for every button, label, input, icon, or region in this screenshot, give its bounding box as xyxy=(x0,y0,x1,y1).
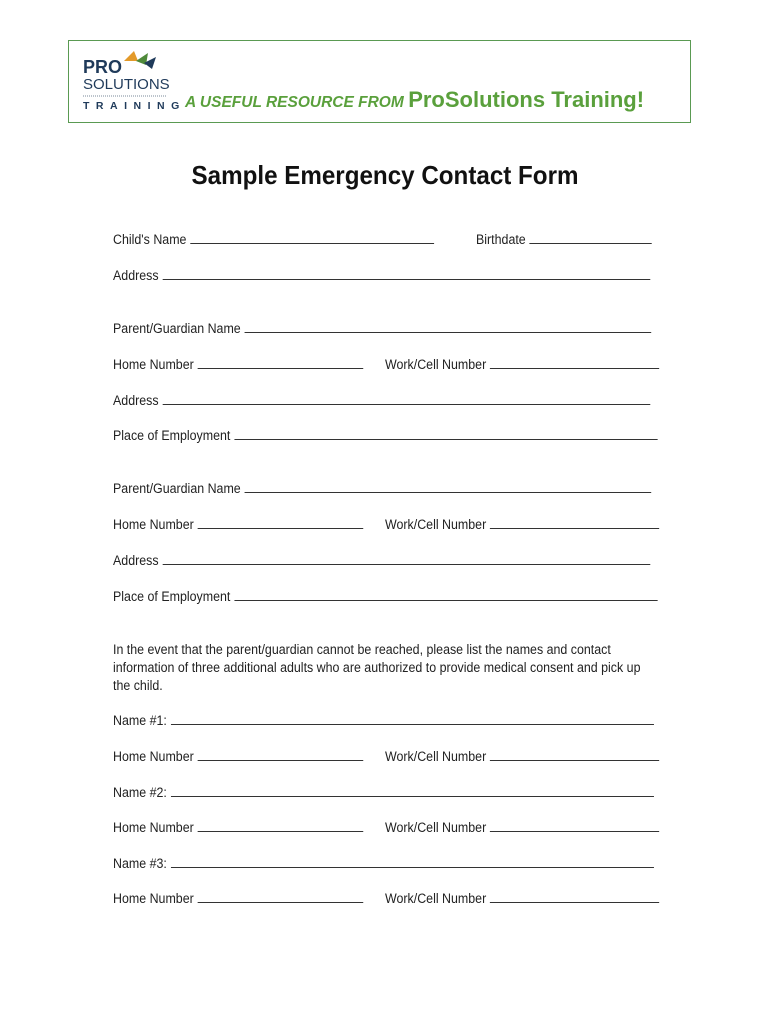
birthdate-line[interactable] xyxy=(529,231,651,244)
tagline xyxy=(185,87,644,113)
guardian1-address-field[interactable] xyxy=(113,392,650,408)
guardian1-name-label: Parent/Guardian Name xyxy=(113,321,241,336)
bird-logo-icon xyxy=(120,47,160,77)
guardian2-name-label: Parent/Guardian Name xyxy=(113,481,241,496)
contact2-work-line[interactable] xyxy=(490,819,659,832)
contact2-name-line[interactable] xyxy=(171,784,654,797)
guardian2-work-line[interactable] xyxy=(490,516,659,529)
guardian2-work-field[interactable] xyxy=(385,516,659,532)
guardian1-employment-line[interactable] xyxy=(234,427,657,440)
logo-divider xyxy=(83,94,167,98)
guardian2-employment-label: Place of Employment xyxy=(113,589,231,604)
contact3-name-label: Name #3: xyxy=(113,856,167,871)
guardian1-work-line[interactable] xyxy=(490,356,659,369)
contact1-work-line[interactable] xyxy=(490,748,659,761)
child-name-field[interactable] xyxy=(113,231,434,247)
contact3-work-field[interactable] xyxy=(385,890,659,906)
guardian2-address-line[interactable] xyxy=(162,552,650,565)
contact1-work-label: Work/Cell Number xyxy=(385,749,487,764)
contact2-home-field[interactable] xyxy=(113,819,363,835)
contact2-work-label: Work/Cell Number xyxy=(385,820,487,835)
contact3-name-field[interactable] xyxy=(113,855,654,871)
contact1-home-field[interactable] xyxy=(113,748,363,764)
birthdate-label: Birthdate xyxy=(476,232,526,247)
contact1-name-label: Name #1: xyxy=(113,713,167,728)
guardian1-work-label: Work/Cell Number xyxy=(385,357,487,372)
contact2-name-label: Name #2: xyxy=(113,785,167,800)
contact2-name-field[interactable] xyxy=(113,784,654,800)
form-title: Sample Emergency Contact Form xyxy=(191,160,579,190)
guardian1-name-line[interactable] xyxy=(244,320,651,333)
contact2-home-label: Home Number xyxy=(113,820,194,835)
contact1-home-line[interactable] xyxy=(197,748,363,761)
contact3-home-label: Home Number xyxy=(113,891,194,906)
guardian2-name-field[interactable] xyxy=(113,480,651,496)
logo-training-text: TRAINING xyxy=(83,100,186,112)
child-address-line[interactable] xyxy=(162,267,650,280)
prosolutions-logo xyxy=(83,49,186,115)
contact3-work-label: Work/Cell Number xyxy=(385,891,487,906)
guardian2-home-line[interactable] xyxy=(197,516,363,529)
guardian1-employment-label: Place of Employment xyxy=(113,428,231,443)
guardian2-address-field[interactable] xyxy=(113,552,650,568)
logo-solutions-text: SOLUTIONS xyxy=(83,76,170,93)
guardian1-address-line[interactable] xyxy=(162,392,650,405)
instructions-text: In the event that the parent/guardian cannot be reached, please list the names and contact information of three additional adults who are authorized to provide medical consent and pick up the child. xyxy=(113,642,641,693)
guardian1-work-field[interactable] xyxy=(385,356,659,372)
contact1-name-line[interactable] xyxy=(171,712,654,725)
guardian1-home-field[interactable] xyxy=(113,356,363,372)
child-address-label: Address xyxy=(113,268,159,283)
child-name-label: Child's Name xyxy=(113,232,187,247)
contact2-home-line[interactable] xyxy=(197,819,363,832)
contact1-work-field[interactable] xyxy=(385,748,659,764)
guardian2-employment-line[interactable] xyxy=(234,588,657,601)
child-address-field[interactable] xyxy=(113,267,650,283)
guardian1-address-label: Address xyxy=(113,393,159,408)
guardian1-employment-field[interactable] xyxy=(113,427,657,443)
child-name-line[interactable] xyxy=(190,231,434,244)
guardian2-home-field[interactable] xyxy=(113,516,363,532)
contact3-work-line[interactable] xyxy=(490,890,659,903)
header-banner xyxy=(68,40,691,123)
contact3-name-line[interactable] xyxy=(171,855,654,868)
guardian2-name-line[interactable] xyxy=(244,480,651,493)
guardian1-name-field[interactable] xyxy=(113,320,651,336)
birthdate-field[interactable] xyxy=(476,231,652,247)
tagline-brand: ProSolutions Training! xyxy=(408,87,645,112)
contact1-home-label: Home Number xyxy=(113,749,194,764)
contact3-home-line[interactable] xyxy=(197,890,363,903)
guardian2-work-label: Work/Cell Number xyxy=(385,517,487,532)
guardian2-employment-field[interactable] xyxy=(113,588,657,604)
tagline-prefix: A USEFUL RESOURCE FROM xyxy=(185,94,404,111)
logo-pro-text: PRO xyxy=(83,57,123,77)
contact3-home-field[interactable] xyxy=(113,890,363,906)
contact2-work-field[interactable] xyxy=(385,819,659,835)
guardian1-home-label: Home Number xyxy=(113,357,194,372)
guardian2-home-label: Home Number xyxy=(113,517,194,532)
contact1-name-field[interactable] xyxy=(113,712,654,728)
guardian1-home-line[interactable] xyxy=(197,356,363,369)
guardian2-address-label: Address xyxy=(113,553,159,568)
